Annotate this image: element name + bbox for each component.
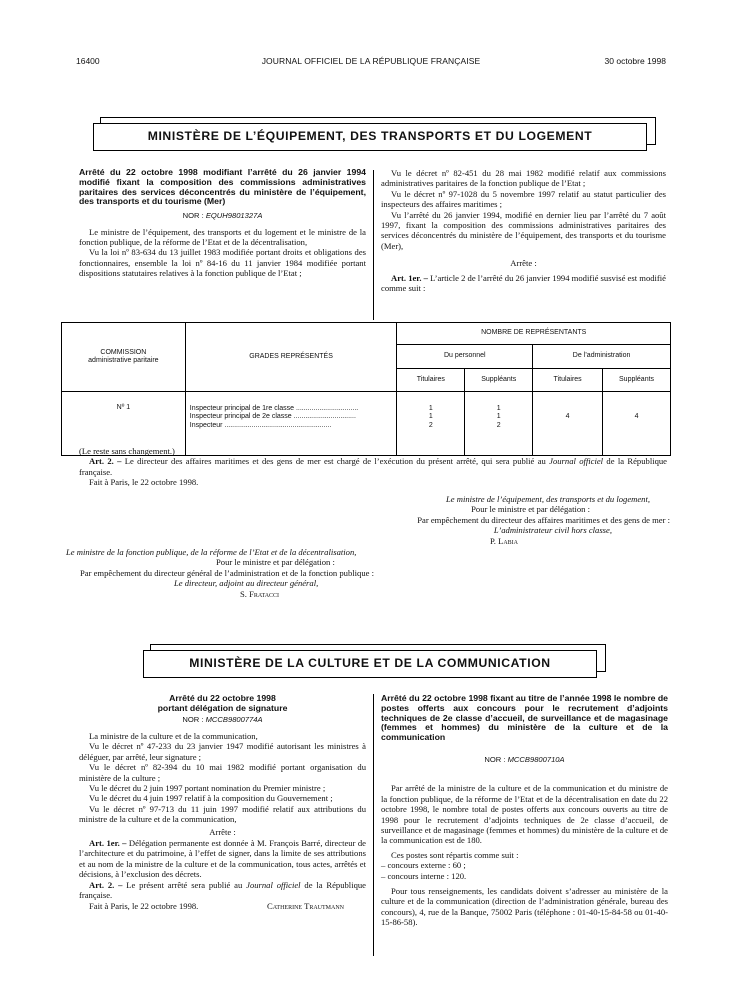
header-suppleants: Suppléants (465, 369, 533, 392)
arrete2-column (79, 694, 366, 911)
signatory-title: Le ministre de l’équipement, des transports et du logement, (446, 494, 650, 504)
grade-row: Inspecteur ....................................................... (189, 421, 332, 429)
header-administration: De l’administration (533, 345, 671, 369)
value: 2 (496, 421, 501, 429)
paragraph: Le ministre de l’équipement, des transports et du logement et le ministre de la fonction publique, de la réforme de l’Etat et de la décentralisation, (79, 226, 366, 247)
ministry-banner-inner (93, 123, 647, 151)
article-label: Art. 2. – (89, 456, 122, 467)
arrete1-left-column (79, 168, 366, 279)
nor-label: NOR : (182, 211, 206, 221)
paragraph: Vu le décret du 4 juin 1997 relatif à la composition du Gouvernement ; (89, 793, 333, 804)
paragraph: Par arrêté de la ministre de la culture et de la communication et du ministre de la fonction publique, de la réforme de l’Etat et de la décentralisation en date du 22 octobre 1998, le nombre total de postes offerts aux concours ouverts au titre de 1998 pour le recrutement d’adjoints techniques de 2e classe d’accueil, de surveillance et de magasinage (femmes et hommes) du ministère de la culture et de la communication est de 180. (381, 783, 668, 846)
value: 1 (428, 413, 433, 421)
header-commission (62, 323, 186, 392)
signatory-name: S. Fratacci (240, 588, 280, 599)
header-commission-sub: administrative paritaire (88, 357, 159, 364)
arrete1-title: Arrêté du 22 octobre 1998 modifiant l’arrêté du 26 janvier 1994 modifié fixant la composition des commissions administratives paritaires des services déconcentrés du ministère de l’équipement, des transports et du tourisme (Mer) (79, 167, 366, 207)
nor-code: EQUH9801327A (205, 211, 263, 221)
nor-code: MCCB9800774A (205, 714, 263, 724)
article-label: Art. 1er. – (89, 838, 127, 849)
arrete2-title (79, 694, 366, 714)
arrete2-nor (79, 715, 366, 725)
journal-title: JOURNAL OFFICIEL DE LA RÉPUBLIQUE FRANÇAISE (261, 56, 481, 66)
arrete3-column (381, 694, 668, 928)
page-number: 16400 (76, 56, 100, 66)
delegation: Pour le ministre et par délégation : (216, 557, 335, 568)
article-text: L’article 2 de l’arrêté du 26 janvier 1994 modifié susvisé est modifié comme suit : (381, 272, 666, 294)
nor-code: MCCB9800710A (507, 754, 565, 764)
paragraph: Vu le décret nº 97-1028 du 5 novembre 1997 relatif au statut particulier des inspecteurs des affaires maritimes ; (381, 188, 666, 210)
ministry-banner-culture (150, 644, 606, 672)
representatives-table (61, 322, 671, 456)
grade-label: Inspecteur principal de 1re classe (189, 405, 295, 412)
signature-block-2 (66, 547, 526, 599)
fait-a-paris: Fait à Paris, le 22 octobre 1998. (89, 477, 199, 488)
value: 1 (428, 405, 433, 412)
title-line: Arrêté du 22 octobre 1998 (169, 693, 276, 703)
paragraph: Vu le décret nº 82-451 du 28 mai 1982 modifié relatif aux commissions administratives paritaires de la fonction publique de l’Etat ; (381, 168, 666, 189)
value: 2 (428, 421, 433, 429)
grade-row: Inspecteur principal de 1re classe ................................ (189, 405, 359, 412)
paragraph: Vu le décret nº 97-713 du 11 juin 1997 modifié relatif aux attributions du ministre de la culture et de la communication, (79, 803, 366, 825)
header-titulaires: Titulaires (533, 369, 603, 392)
ministry-banner-equipement (100, 117, 656, 145)
article-1 (79, 838, 366, 880)
postes-list (381, 860, 668, 881)
signature-block-1 (330, 494, 670, 546)
signatory-name: P. Labia (489, 535, 518, 546)
empechement: Par empêchement du directeur général de l’administration et de la fonction publique : (80, 567, 374, 578)
journal-officiel: Journal officiel (549, 456, 604, 467)
article-text: Délégation permanente est donnée à M. François Barré, directeur de l’architecture et du patrimoine, à l’effet de signer, dans la limite de ses attributions et au nom de la ministre de la culture et de la communication, tous actes, arrêtés et décisions, à l’exclusion des décrets. (79, 838, 366, 880)
cell-admin-sup: 4 (603, 392, 671, 456)
header-commission-label: COMMISSION (100, 348, 147, 356)
empechement: Par empêchement du directeur des affaires maritimes et des gens de mer : (417, 514, 670, 525)
value: 1 (496, 413, 501, 421)
paragraph: Pour tous renseignements, les candidats doivent s’adresser au ministère de la culture et de la communication (direction de l’administration générale, bureau des concours), 4, rue de la Banque, 75002 Paris (téléphone : 01-40-15-84-58 ou 01-40-15-86-58). (381, 886, 668, 928)
fait-a-paris: Fait à Paris, le 22 octobre 1998. (89, 900, 199, 911)
ministry-title: MINISTÈRE DE L’ÉQUIPEMENT, DES TRANSPORTS ET DU LOGEMENT (147, 129, 593, 143)
grade-row: Inspecteur principal de 2e classe ................................ (189, 413, 356, 421)
signatory-role: L’administrateur civil hors classe, (493, 525, 612, 536)
signatory-role: Le directeur, adjoint au directeur général, (174, 578, 319, 589)
paragraph: La ministre de la culture et de la communication, (89, 731, 258, 741)
paragraph: Vu le décret du 2 juin 1997 portant nomination du Premier ministre ; (89, 783, 326, 794)
grade-label: Inspecteur (189, 421, 223, 429)
header-titulaires: Titulaires (397, 369, 465, 392)
grade-label: Inspecteur principal de 2e classe (189, 413, 292, 421)
arrete1-closing (79, 446, 667, 488)
reste: (Le reste sans changement.) (79, 446, 175, 456)
delegation: Pour le ministre et par délégation : (471, 504, 590, 515)
cell-admin-tit: 4 (533, 392, 603, 456)
paragraph: Vu la loi nº 83-634 du 13 juillet 1983 modifiée portant droits et obligations des fonctionnaires, ensemble la loi nº 84-16 du 11 janvier 1984 modifiée portant dispositions statutaires relatives à la fonction publique de l’Etat ; (79, 247, 366, 279)
header-nombre: NOMBRE DE REPRÉSENTANTS (397, 323, 671, 345)
nor-label: NOR : (484, 754, 508, 764)
arrete3-title: Arrêté du 22 octobre 1998 fixant au titre de l’année 1998 le nombre de postes offerts aux concours pour le recrutement d’adjoints techniques de 2e classe d’accueil, de surveillance et de magasinage (femmes et hommes) du ministère de la culture et de la communication (381, 693, 668, 743)
ministry-title: MINISTÈRE DE LA CULTURE ET DE LA COMMUNICATION (189, 656, 551, 670)
cell-commission: Nº 1 (62, 392, 186, 456)
ministry-banner-inner (143, 650, 597, 678)
list-item: – concours externe : 60 ; (381, 860, 466, 871)
article-2 (79, 880, 366, 901)
nor-label: NOR : (182, 714, 206, 724)
issue-date: 30 octobre 1998 (604, 56, 666, 66)
article-1 (381, 273, 666, 294)
page-header (76, 56, 666, 70)
arrete3-nor (381, 755, 668, 765)
signatory-title: Le ministre de la fonction publique, de la réforme de l’Etat et de la décentralisation, (66, 547, 357, 557)
header-personnel: Du personnel (397, 345, 533, 369)
arrete-word: Arrête : (510, 258, 537, 269)
arrete1-nor (79, 211, 366, 221)
value: 1 (496, 405, 501, 412)
signatory-name: Catherine Trautmann (267, 900, 344, 911)
header-grades: GRADES REPRÉSENTÉS (185, 323, 397, 392)
article-text: Le directeur des affaires maritimes et des gens de mer est chargé de l’exécution du présent arrêté, qui sera publié au (121, 456, 550, 467)
article-label: Art. 1er. – (391, 272, 428, 283)
column-divider (373, 694, 374, 956)
paragraph: Vu le décret nº 82-394 du 10 mai 1982 modifié portant organisation du ministère de la culture ; (79, 762, 366, 783)
header-suppleants: Suppléants (603, 369, 671, 392)
article-label: Art. 2. – (89, 879, 123, 890)
paragraph: Vu l’arrêté du 26 janvier 1994, modifié en dernier lieu par l’arrêté du 7 août 1997, fixant la composition des commissions administratives paritaires des services déconcentrés du ministère de l’équipement, des transports et du tourisme (Mer), (381, 209, 666, 251)
article-text: de la République française. (79, 456, 667, 477)
paragraph: Vu le décret nº 47-233 du 23 janvier 1947 modifié autorisant les ministres à déléguer, par arrêté, leur signature ; (79, 741, 366, 762)
journal-officiel: Journal officiel (246, 879, 301, 890)
arrete-word: Arrête : (209, 826, 236, 837)
list-item: – concours interne : 120. (381, 870, 467, 881)
article-text: de la République française. (79, 879, 366, 901)
article-2 (79, 456, 667, 477)
arrete1-right-column (381, 168, 666, 293)
title-line: portant délégation de signature (157, 702, 288, 713)
column-divider (373, 170, 374, 320)
article-text: Le présent arrêté sera publié au (122, 879, 247, 890)
paragraph: Ces postes sont répartis comme suit : (391, 849, 519, 860)
